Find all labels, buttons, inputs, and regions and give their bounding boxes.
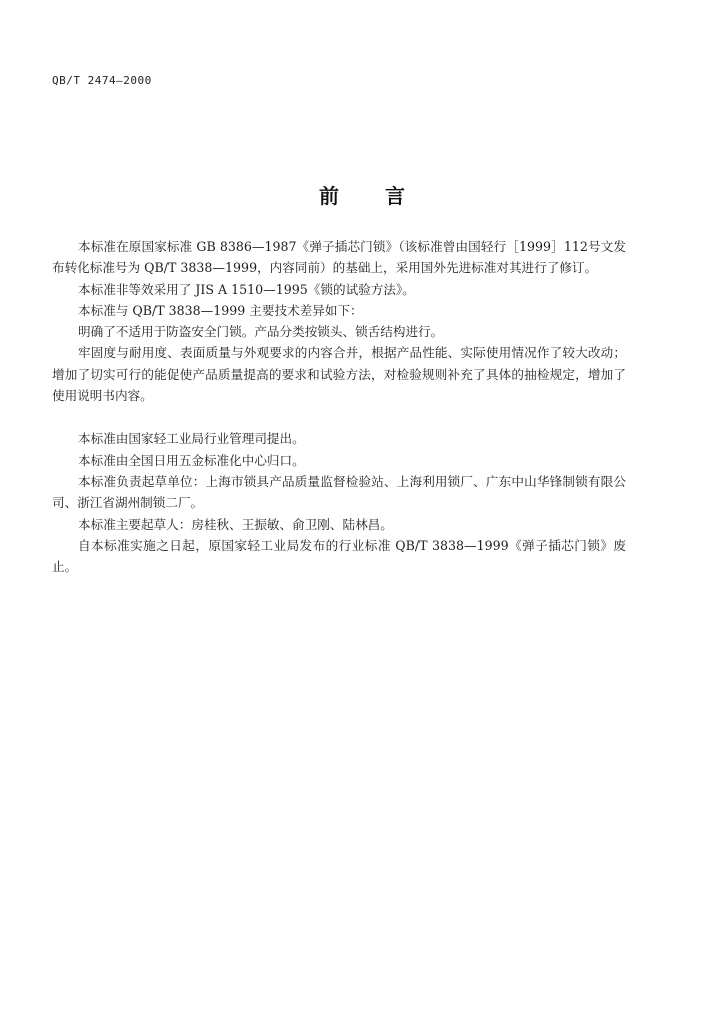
paragraph: 本标准由全国日用五金标准化中心归口。	[78, 452, 305, 468]
paragraph: 本标准主要起草人：房桂秋、王振敏、俞卫刚、陆林昌。	[78, 516, 393, 532]
paragraph: 牢固度与耐用度、表面质量与外观要求的内容合并，根据产品性能、实际使用情况作了较大改动；增加了切实可行的能促使产品质量提高的要求和试验方法，对检验规则补充了具体的抽检规定，增加了使用说明书内容。	[52, 345, 626, 404]
page-title: 前言	[319, 184, 451, 208]
paragraph: 本标准与 QB/T 3838—1999 主要技术差异如下：	[78, 302, 363, 318]
paragraph: 本标准在原国家标准 GB 8386—1987《弹子插芯门锁》（该标准曾由国轻行［1999］112号文发布转化标准号为 QB/T 3838—1999，内容同前）的基础上，采用国外先进标准对其进行了修订。	[52, 239, 626, 276]
section-gap	[52, 406, 626, 428]
standard-code: QB/T 2474—2000	[52, 74, 152, 87]
paragraph: 自本标准实施之日起，原国家轻工业局发布的行业标准 QB/T 3838—1999《弹子插芯门锁》废止。	[52, 537, 626, 575]
document-body	[52, 236, 626, 577]
paragraph: 本标准非等效采用了 JIS A 1510—1995《锁的试验方法》。	[78, 281, 415, 297]
paragraph: 明确了不适用于防盗安全门锁。产品分类按锁头、锁舌结构进行。	[78, 324, 444, 340]
paragraph: 本标准负责起草单位：上海市锁具产品质量监督检验站、上海利用锁厂、广东中山华锋制锁有限公司、浙江省湖州制锁二厂。	[52, 473, 626, 511]
paragraph: 本标准由国家轻工业局行业管理司提出。	[78, 431, 305, 447]
